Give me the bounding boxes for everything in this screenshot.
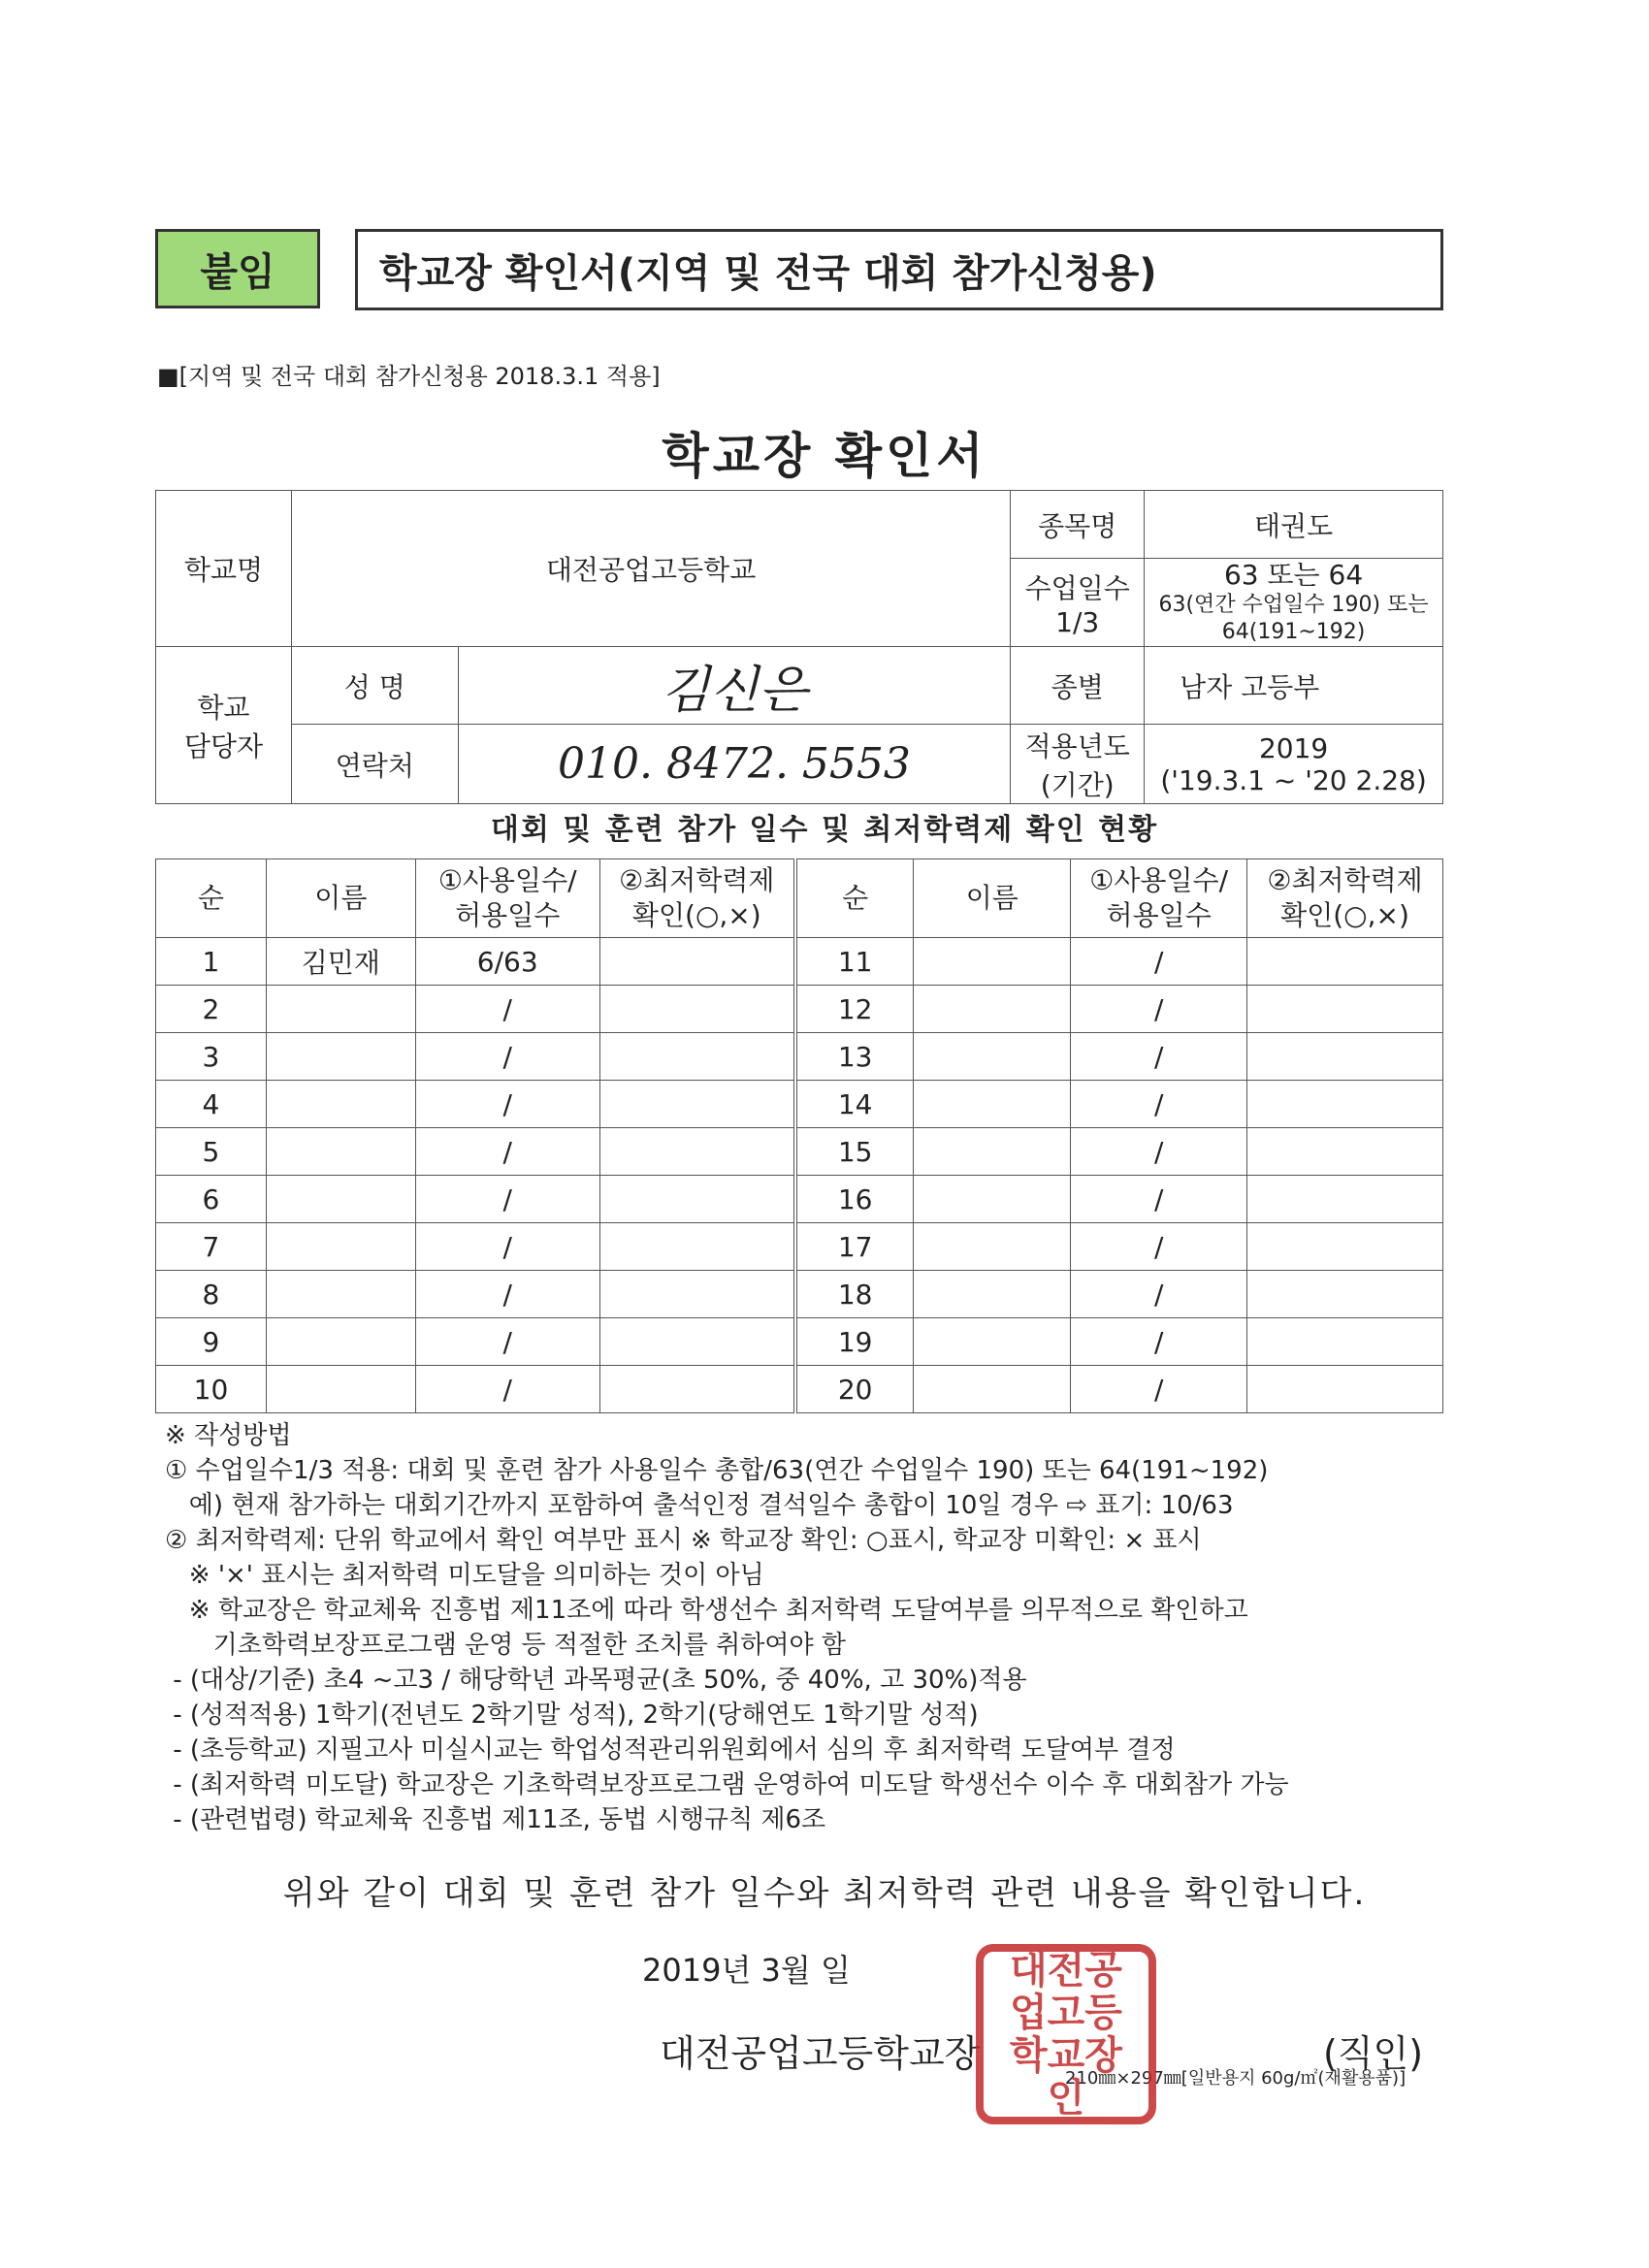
table-row — [156, 1081, 1443, 1128]
instruction-line: ※ '×' 표시는 최저학력 미도달을 의미하는 것이 아님 — [165, 1561, 764, 1590]
info-table — [155, 490, 1443, 804]
days-value — [1145, 559, 1443, 647]
date: 2019년 3월 일 — [642, 1952, 851, 1989]
row-no: 5 — [156, 1128, 267, 1176]
year-value-line1: 2019 — [1258, 731, 1329, 764]
contact-label: 연락처 — [291, 725, 458, 804]
header-days-2 — [1071, 859, 1247, 938]
row-check-2 — [1247, 1366, 1443, 1413]
name-value: 김신은 — [458, 647, 1011, 725]
row-days-2: / — [1071, 986, 1247, 1033]
row-name-2 — [914, 1223, 1071, 1271]
name-label: 성 명 — [291, 647, 458, 725]
document-title: 학교장 확인서 — [662, 428, 987, 484]
row-name — [266, 1033, 415, 1081]
row-check — [599, 1128, 795, 1176]
year-label — [1011, 725, 1145, 804]
table-header — [156, 859, 1443, 938]
table-row — [156, 986, 1443, 1033]
header-days — [415, 859, 599, 938]
header-no-2: 순 — [795, 859, 914, 938]
row-check — [599, 1033, 795, 1081]
participation-table — [155, 859, 1443, 1413]
instruction-line: - (성적적용) 1학기(전년도 2학기말 성적), 2학기(당해연도 1학기말 성적) — [165, 1701, 979, 1730]
table-row — [156, 1128, 1443, 1176]
header-name-2: 이름 — [914, 859, 1071, 938]
row-no-2: 19 — [795, 1318, 914, 1366]
row-days: / — [415, 1223, 599, 1271]
header-days-2-line2: 허용일수 — [1106, 899, 1212, 931]
row-days: 6/63 — [415, 938, 599, 986]
contact-value: 010. 8472. 5553 — [458, 725, 1011, 804]
manager-label-line1: 학교 — [197, 691, 250, 724]
row-name: 김민재 — [266, 938, 415, 986]
row-no-2: 18 — [795, 1271, 914, 1318]
header-check-line2: 확인(○,×) — [631, 899, 761, 931]
official-seal-stamp — [976, 1944, 1156, 2124]
row-no-2: 11 — [795, 938, 914, 986]
days-value-line1: 63 또는 64 — [1223, 559, 1364, 591]
row-name — [266, 1081, 415, 1128]
row-days: / — [415, 1128, 599, 1176]
school-name: 대전공업고등학교 — [291, 491, 1010, 647]
days-value-line2: 63(연간 수업일수 190) 또는 64(191~192) — [1158, 593, 1429, 644]
row-name — [266, 1318, 415, 1366]
confirm-text: 위와 같이 대회 및 훈련 참가 일수와 최저학력 관련 내용을 확인합니다. — [282, 1874, 1367, 1913]
header-check-line1: ②최저학력제 — [619, 864, 775, 896]
row-days: / — [415, 986, 599, 1033]
table-row — [156, 1318, 1443, 1366]
year-label-line1: 적용년도 — [1024, 729, 1130, 762]
header-days-line2: 허용일수 — [455, 899, 561, 931]
row-name-2 — [914, 1033, 1071, 1081]
row-check-2 — [1247, 1033, 1443, 1081]
table-row — [156, 1176, 1443, 1223]
row-check-2 — [1247, 1128, 1443, 1176]
manager-label-line2: 담당자 — [183, 729, 264, 762]
instruction-line: 기초학력보장프로그램 운영 등 적절한 조치를 취하여야 함 — [165, 1631, 846, 1660]
row-check — [599, 1271, 795, 1318]
row-days: / — [415, 1033, 599, 1081]
row-check — [599, 1318, 795, 1366]
event-label: 종목명 — [1011, 491, 1145, 559]
header-days-2-line1: ①사용일수/ — [1089, 864, 1229, 896]
row-no-2: 15 — [795, 1128, 914, 1176]
row-check — [599, 1223, 795, 1271]
row-no: 4 — [156, 1081, 267, 1128]
row-days-2: / — [1071, 1366, 1247, 1413]
row-no: 9 — [156, 1318, 267, 1366]
row-no-2: 14 — [795, 1081, 914, 1128]
row-name — [266, 1128, 415, 1176]
row-no: 10 — [156, 1366, 267, 1413]
row-no-2: 16 — [795, 1176, 914, 1223]
table-row — [156, 1366, 1443, 1413]
header-check-2-line1: ②최저학력제 — [1267, 864, 1423, 896]
row-check-2 — [1247, 1223, 1443, 1271]
days-label-line2: 1/3 — [1055, 605, 1100, 638]
instruction-line: - (초등학교) 지필고사 미실시교는 학업성적관리위원회에서 심의 후 최저학력 도달여부 결정 — [165, 1735, 1176, 1765]
official-seal-label: (직인) — [1323, 2032, 1424, 2075]
instruction-line: ※ 작성방법 — [165, 1421, 292, 1450]
row-no: 8 — [156, 1271, 267, 1318]
row-name — [266, 1271, 415, 1318]
header-name: 이름 — [266, 859, 415, 938]
row-name-2 — [914, 1271, 1071, 1318]
list-title: 대회 및 훈련 참가 일수 및 최저학력제 확인 현황 — [490, 813, 1159, 847]
row-check — [599, 1366, 795, 1413]
row-days-2: / — [1071, 938, 1247, 986]
row-check — [599, 1081, 795, 1128]
row-name-2 — [914, 1081, 1071, 1128]
category-label: 종별 — [1011, 647, 1145, 725]
row-name-2 — [914, 1318, 1071, 1366]
table-row — [156, 938, 1443, 986]
row-days-2: / — [1071, 1223, 1247, 1271]
row-no: 3 — [156, 1033, 267, 1081]
row-name-2 — [914, 938, 1071, 986]
row-check — [599, 938, 795, 986]
school-signature: 대전공업고등학교장 — [660, 2032, 981, 2075]
row-check-2 — [1247, 1271, 1443, 1318]
row-days-2: / — [1071, 1128, 1247, 1176]
days-label-line1: 수업일수 — [1024, 571, 1130, 604]
row-days: / — [415, 1366, 599, 1413]
instruction-line: ② 최저학력제: 단위 학교에서 확인 여부만 표시 ※ 학교장 확인: ○표시, 학교장 미확인: × 표시 — [165, 1526, 1202, 1555]
row-no-2: 12 — [795, 986, 914, 1033]
row-days: / — [415, 1318, 599, 1366]
row-check — [599, 1176, 795, 1223]
row-name — [266, 1176, 415, 1223]
row-check-2 — [1247, 1081, 1443, 1128]
row-days-2: / — [1071, 1176, 1247, 1223]
days-label — [1011, 559, 1145, 647]
school-label: 학교명 — [156, 491, 292, 647]
instruction-line: - (대상/기준) 초4 ~고3 / 해당학년 과목평균(초 50%, 중 40%, 고 30%)적용 — [165, 1666, 1027, 1695]
instructions — [165, 1418, 1465, 1837]
category-value: 남자 고등부 — [1145, 647, 1443, 725]
row-name-2 — [914, 1128, 1071, 1176]
row-check-2 — [1247, 1176, 1443, 1223]
row-name — [266, 1223, 415, 1271]
event-value: 태권도 — [1145, 491, 1443, 559]
row-no: 7 — [156, 1223, 267, 1271]
header-title: 학교장 확인서(지역 및 전국 대회 참가신청용) — [355, 229, 1443, 310]
row-check-2 — [1247, 1318, 1443, 1366]
row-no-2: 17 — [795, 1223, 914, 1271]
header-check-2 — [1247, 859, 1443, 938]
attachment-tag: 붙임 — [155, 229, 320, 308]
row-days-2: / — [1071, 1033, 1247, 1081]
row-days-2: / — [1071, 1081, 1247, 1128]
header-check-2-line2: 확인(○,×) — [1280, 899, 1409, 931]
row-name-2 — [914, 986, 1071, 1033]
row-check-2 — [1247, 986, 1443, 1033]
row-no: 2 — [156, 986, 267, 1033]
row-days: / — [415, 1271, 599, 1318]
row-days: / — [415, 1081, 599, 1128]
row-check-2 — [1247, 938, 1443, 986]
header-check — [599, 859, 795, 938]
row-no: 1 — [156, 938, 267, 986]
row-no: 6 — [156, 1176, 267, 1223]
row-no-2: 13 — [795, 1033, 914, 1081]
row-name-2 — [914, 1176, 1071, 1223]
row-name — [266, 1366, 415, 1413]
paper-spec: 210㎜×297㎜[일반용지 60g/㎡(재활용품)] — [1065, 2068, 1406, 2089]
row-no-2: 20 — [795, 1366, 914, 1413]
year-value — [1145, 725, 1443, 804]
year-value-line2: ('19.3.1 ~ '20 2.28) — [1160, 763, 1427, 796]
seal-text: 대전공업고등학교장인 — [1010, 1948, 1122, 2121]
manager-label — [156, 647, 292, 804]
instruction-line: - (관련법령) 학교체육 진흥법 제11조, 동법 시행규칙 제6조 — [165, 1805, 826, 1834]
form-note: ■[지역 및 전국 대회 참가신청용 2018.3.1 적용] — [157, 363, 661, 390]
row-check — [599, 986, 795, 1033]
instruction-line: ① 수업일수1/3 적용: 대회 및 훈련 참가 사용일수 총합/63(연간 수업일수 190) 또는 64(191~192) — [165, 1456, 1269, 1485]
table-row — [156, 1033, 1443, 1081]
instruction-line: 예) 현재 참가하는 대회기간까지 포함하여 출석인정 결석일수 총합이 10일 경우 ⇨ 표기: 10/63 — [165, 1491, 1234, 1520]
header-days-line1: ①사용일수/ — [437, 864, 577, 896]
row-name-2 — [914, 1366, 1071, 1413]
row-days-2: / — [1071, 1318, 1247, 1366]
header-no: 순 — [156, 859, 267, 938]
row-days: / — [415, 1176, 599, 1223]
instruction-line: - (최저학력 미도달) 학교장은 기초학력보장프로그램 운영하여 미도달 학생선수 이수 후 대회참가 가능 — [165, 1770, 1289, 1799]
table-row — [156, 1223, 1443, 1271]
instruction-line: ※ 학교장은 학교체육 진흥법 제11조에 따라 학생선수 최저학력 도달여부를 의무적으로 확인하고 — [165, 1596, 1248, 1625]
table-row — [156, 1271, 1443, 1318]
row-days-2: / — [1071, 1271, 1247, 1318]
row-name — [266, 986, 415, 1033]
year-label-line2: (기간) — [1040, 768, 1115, 801]
